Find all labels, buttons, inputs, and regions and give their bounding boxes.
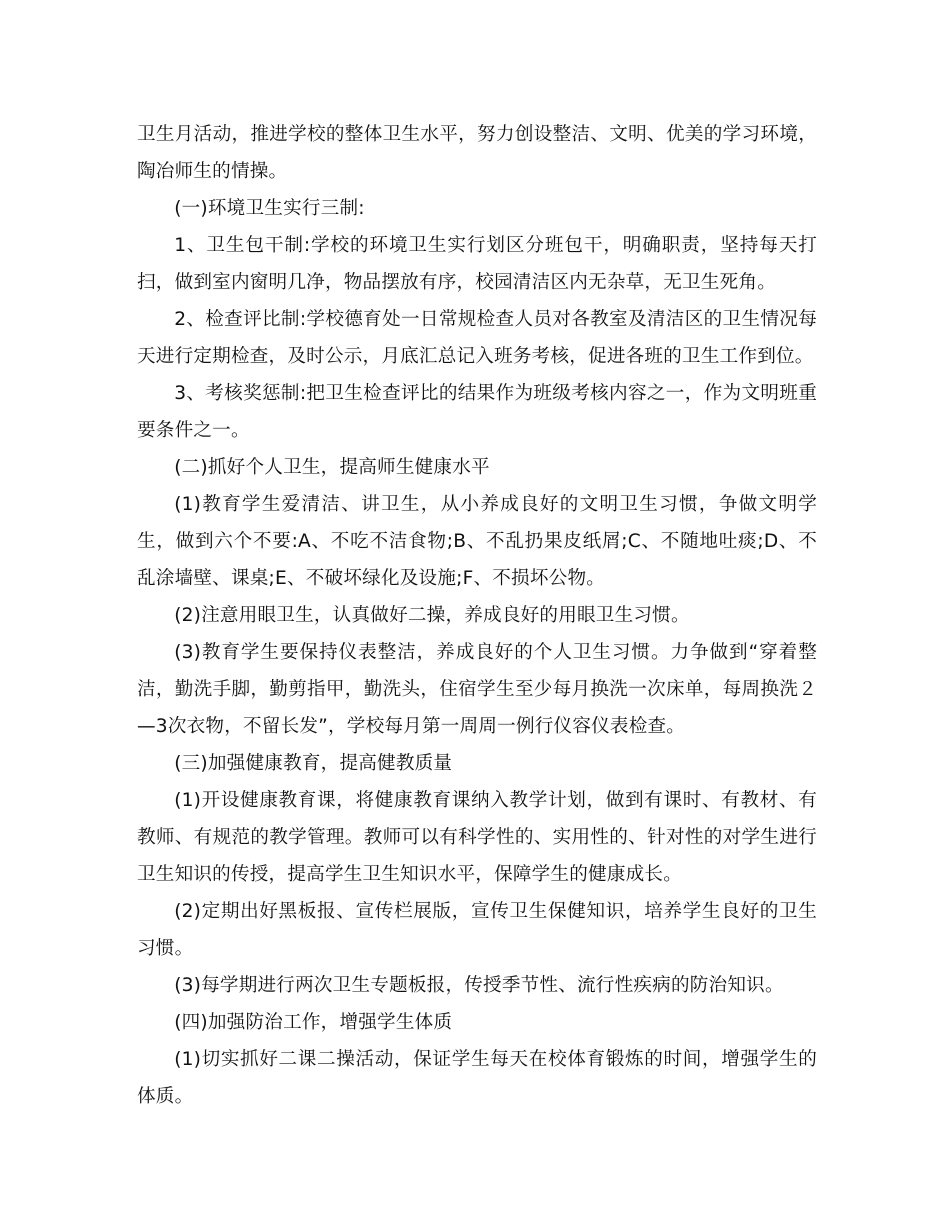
paragraph-1-2: 2、检查评比制:学校德育处一日常规检查人员对各教室及清洁区的卫生情况每天进行定期检查，及时公示，月底汇总记入班务考核，促进各班的卫生工作到位。 <box>137 309 817 367</box>
paragraph-1-1: 1、卫生包干制:学校的环境卫生实行划区分班包干，明确职责，坚持每天打扫，做到室内窗明几净，物品摆放有序，校园清洁区内无杂草，无卫生死角。 <box>137 235 817 293</box>
paragraph-2-1: (1)教育学生爱清洁、讲卫生，从小养成良好的文明卫生习惯，争做文明学生，做到六个不要:A、不吃不洁食物;B、不乱扔果皮纸屑;C、不随地吐痰;D、不乱涂墙壁、课桌;E、不破坏绿化及设施;F、不损坏公物。 <box>137 494 817 589</box>
document-body <box>137 116 817 1115</box>
paragraph-4-1: (1)切实抓好二课二操活动，保证学生每天在校体育锻炼的时间，增强学生的体质。 <box>137 1049 817 1107</box>
paragraph-1-3: 3、考核奖惩制:把卫生检查评比的结果作为班级考核内容之一，作为文明班重要条件之一。 <box>137 383 817 441</box>
section-heading-4: (四)加强防治工作，增强学生体质 <box>174 1012 453 1033</box>
section-heading-2: (二)抓好个人卫生，提高师生健康水平 <box>174 457 490 478</box>
paragraph-3-3: (3)每学期进行两次卫生专题板报，传授季节性、流行性疾病的防治知识。 <box>174 975 784 996</box>
section-heading-1: (一)环境卫生实行三制: <box>174 198 365 219</box>
paragraph-2-3: (3)教育学生要保持仪表整洁，养成良好的个人卫生习惯。力争做到“穿着整洁，勤洗手脚，勤剪指甲，勤洗头，住宿学生至少每月换洗一次床单，每周换洗２—3次衣物，不留长发”，学校每月第一周周一例行仪容仪表检查。 <box>137 642 817 737</box>
paragraph-intro: 卫生月活动，推进学校的整体卫生水平，努力创设整洁、文明、优美的学习环境，陶冶师生的情操。 <box>137 124 817 182</box>
paragraph-2-2: (2)注意用眼卫生，认真做好二操，养成良好的用眼卫生习惯。 <box>174 605 690 626</box>
paragraph-3-1: (1)开设健康教育课，将健康教育课纳入教学计划，做到有课时、有教材、有教师、有规范的教学管理。教师可以有科学性的、实用性的、针对性的对学生进行卫生知识的传授，提高学生卫生知识水平，保障学生的健康成长。 <box>137 790 817 885</box>
section-heading-3: (三)加强健康教育，提高健教质量 <box>174 753 453 774</box>
paragraph-3-2: (2)定期出好黑板报、宣传栏展版，宣传卫生保健知识，培养学生良好的卫生习惯。 <box>137 901 817 959</box>
